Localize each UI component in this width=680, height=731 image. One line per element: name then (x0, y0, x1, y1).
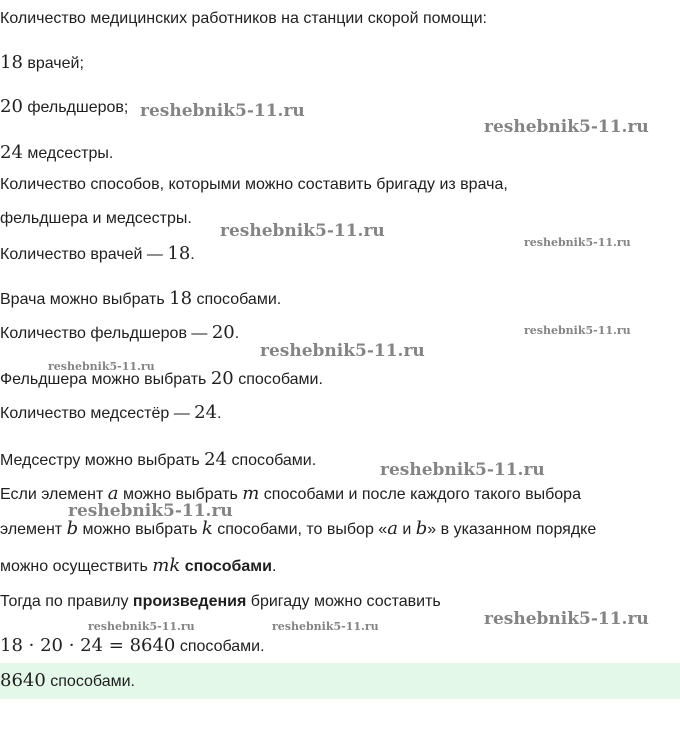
math-number: 24 (204, 449, 228, 470)
math-number: 8640 (0, 670, 46, 691)
answer-line (0, 671, 135, 692)
text: способами и после каждого такого выбора (259, 486, 581, 503)
watermark: reshebnik5-11.ru (220, 221, 385, 241)
math-variable: mk (152, 555, 181, 576)
text: бригаду можно составить (246, 593, 441, 610)
text: способами. (227, 452, 317, 469)
text-line-ways-1: Количество способов, которыми можно составить бригаду из врача, (0, 176, 508, 193)
math-variable: k (201, 518, 213, 539)
math-number: 20 (0, 96, 23, 117)
text-line-doctors (0, 53, 84, 74)
text: способами. (175, 638, 265, 655)
text: . (234, 325, 240, 342)
text: можно осуществить (0, 558, 153, 575)
text-line-ways-2: фельдшера и медсестры. (0, 210, 192, 227)
text: способами. (192, 291, 282, 308)
text-line-rule-2 (0, 519, 596, 540)
text: и (397, 521, 416, 538)
answer-box (0, 663, 680, 699)
text-line-rule-3 (0, 556, 276, 577)
text: Количество медсестёр — (0, 405, 195, 422)
math-variable: a (107, 483, 119, 504)
math-variable: a (387, 518, 398, 539)
watermark: reshebnik5-11.ru (380, 460, 545, 480)
text: фельдшеров; (22, 99, 129, 116)
text-line-doctor-count (0, 244, 195, 265)
text: Количество врачей — (0, 246, 168, 263)
math-variable: b (66, 518, 79, 539)
math-number: 18 (167, 243, 191, 264)
watermark: reshebnik5-11.ru (524, 236, 631, 249)
text-line-product-rule (0, 592, 441, 612)
text: Фельдшера можно выбрать (0, 371, 211, 388)
text: врачей; (22, 55, 84, 72)
text: способами. (45, 673, 135, 690)
math-variable: m (242, 483, 260, 504)
text-line-calculation (0, 636, 265, 657)
text: Количество фельдшеров — (0, 325, 212, 342)
watermark: reshebnik5-11.ru (484, 609, 649, 629)
text: можно выбрать (78, 521, 202, 538)
watermark: reshebnik5-11.ru (140, 101, 305, 121)
text: » в указанном порядке (427, 521, 597, 538)
watermark: reshebnik5-11.ru (260, 341, 425, 361)
text: Тогда по правилу (0, 593, 133, 610)
text: можно выбрать (118, 486, 243, 503)
math-number: 24 (0, 142, 23, 163)
math-variable: b (415, 518, 428, 539)
text: способами, то выбор « (212, 521, 388, 538)
watermark: reshebnik5-11.ru (484, 117, 649, 137)
math-number: 20 (211, 322, 235, 343)
text-line-intro: Количество медицинских работников на станции скорой помощи: (0, 10, 487, 27)
math-number: 18 (0, 52, 23, 73)
watermark: reshebnik5-11.ru (68, 501, 233, 521)
text: медсестры. (22, 145, 114, 162)
text-line-nurse-count (0, 403, 222, 424)
text-line-paramedic-count (0, 323, 239, 344)
watermark: reshebnik5-11.ru (48, 360, 155, 373)
watermark: reshebnik5-11.ru (524, 324, 631, 337)
text-line-doctor-choice (0, 289, 281, 310)
text: Медсестру можно выбрать (0, 452, 205, 469)
text: . (271, 558, 277, 575)
watermark: reshebnik5-11.ru (272, 620, 379, 633)
math-number: 20 (210, 368, 234, 389)
text: Врача можно выбрать (0, 291, 170, 308)
math-expression: 18 · 20 · 24 = 8640 (0, 635, 176, 656)
math-number: 18 (169, 288, 193, 309)
text: способами. (233, 371, 323, 388)
watermark: reshebnik5-11.ru (88, 620, 195, 633)
bold-text: способами (180, 558, 272, 575)
text-line-nurses (0, 143, 113, 164)
text-line-nurse-choice (0, 450, 316, 471)
bold-text: произведения (132, 593, 247, 610)
text: элемент (0, 521, 67, 538)
text-line-paramedics (0, 97, 128, 118)
math-number: 24 (194, 402, 218, 423)
text: . (190, 246, 195, 263)
text: Если элемент (0, 486, 108, 503)
text: . (217, 405, 222, 422)
